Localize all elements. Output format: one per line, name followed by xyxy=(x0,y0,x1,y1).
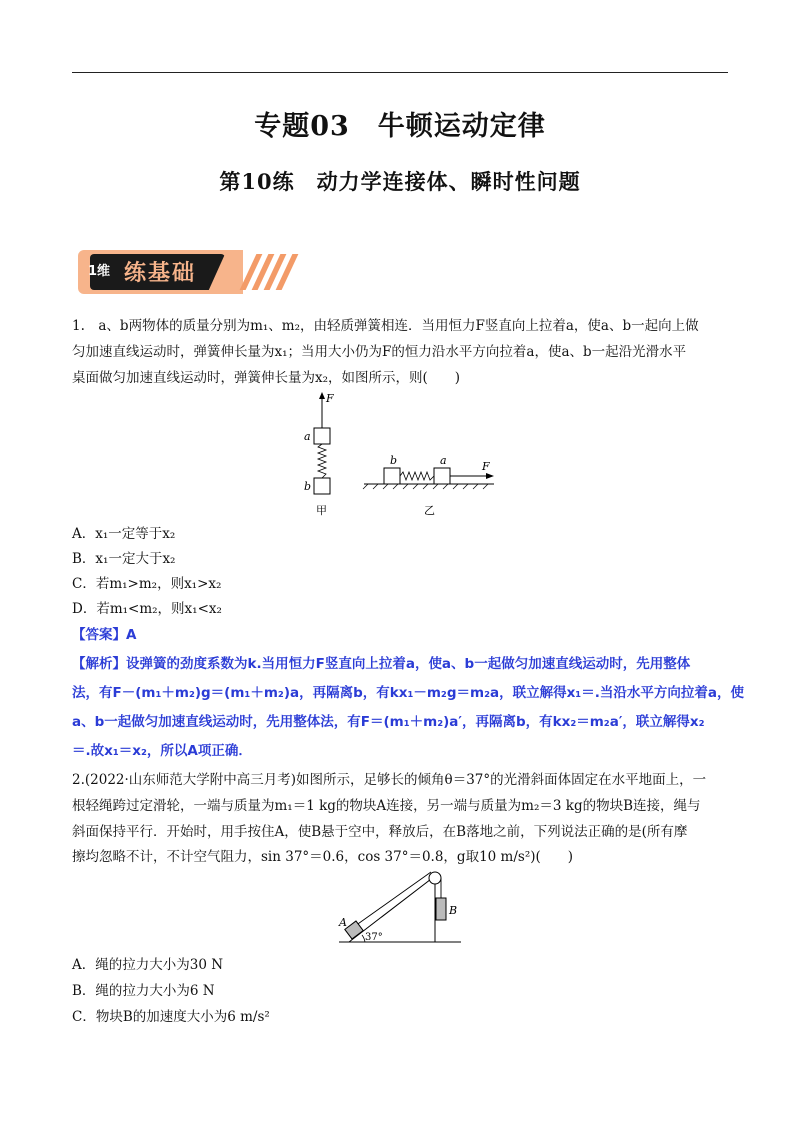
q1-label-a2: a xyxy=(440,454,447,467)
q1-analysis-line-2: 法，有F－(m₁＋m₂)g＝(m₁＋m₂)a，再隔离b，有kx₁－m₂g＝m₂a，联立解得x₁＝.当沿水平方向拉着a，使 xyxy=(72,685,744,701)
q1-option-a: A．x₁一定等于x₂ xyxy=(72,526,176,542)
q2-option-c: C．物块B的加速度大小为6 m/s² xyxy=(72,1009,270,1025)
header-rule xyxy=(72,72,728,73)
q1-option-d: D．若m₁<m₂，则x₁<x₂ xyxy=(72,601,222,617)
q2-label-B: B xyxy=(449,904,458,917)
q1-label-a: a xyxy=(304,430,311,443)
q1-analysis-line-1: 【解析】设弹簧的劲度系数为k.当用恒力F竖直向上拉着a，使a、b一起做匀加速直线运动时，先用整体 xyxy=(72,656,691,672)
q2-stem-line-2: 根轻绳跨过定滑轮，一端与质量为m₁＝1 kg的物块A连接，另一端与质量为m₂＝3 kg的物块B连接，绳与 xyxy=(72,798,701,814)
q1-label-F-up: F xyxy=(326,392,334,405)
q1-answer: 【答案】A xyxy=(72,627,137,643)
q2-figure xyxy=(335,862,465,948)
q2-label-angle: 37° xyxy=(365,932,383,943)
section-banner xyxy=(78,250,288,294)
q1-label-F-right: F xyxy=(482,460,490,473)
page-title: 专题03 牛顿运动定律 xyxy=(254,111,546,142)
q1-label-jia: 甲 xyxy=(316,504,327,517)
q2-label-A: A xyxy=(339,916,347,929)
q2-stem-line-3: 斜面保持平行．开始时，用手按住A，使B悬于空中，释放后，在B落地之前，下列说法正确的是(所有摩 xyxy=(72,824,688,840)
q1-stem-line-3: 桌面做匀加速直线运动时，弹簧伸长量为x₂，如图所示，则( ) xyxy=(72,370,461,386)
q1-stem-line-2: 匀加速直线运动时，弹簧伸长量为x₁；当用大小仍为F的恒力沿水平方向拉着a，使a、b一起沿光滑水平 xyxy=(72,344,687,360)
q1-analysis-line-3: a、b一起做匀加速直线运动时，先用整体法，有F＝(m₁＋m₂)a′，再隔离b，有kx₂＝m₂a′，联立解得x₂ xyxy=(72,714,705,730)
q1-label-b2: b xyxy=(390,454,398,467)
q2-stem-line-4: 擦均忽略不计，不计空气阻力，sin 37°＝0.6，cos 37°＝0.8，g取10 m/s²)( ) xyxy=(72,849,574,865)
q1-figure xyxy=(290,390,520,520)
q1-option-c: C．若m₁>m₂，则x₁>x₂ xyxy=(72,576,222,592)
q1-option-b: B．x₁一定大于x₂ xyxy=(72,551,176,567)
banner-label: 练基础 xyxy=(124,261,197,286)
q1-label-yi: 乙 xyxy=(424,504,435,517)
page-subtitle: 第10练 动力学连接体、瞬时性问题 xyxy=(219,169,581,194)
q1-stem-line-1: 1. a、b两物体的质量分别为m₁、m₂，由轻质弹簧相连．当用恒力F竖直向上拉着a，使a、b一起向上做 xyxy=(72,318,699,334)
q1-analysis-line-4: ＝.故x₁＝x₂，所以A项正确． xyxy=(72,743,252,759)
banner-number: 1维 xyxy=(88,264,111,279)
q2-option-b: B．绳的拉力大小为6 N xyxy=(72,983,215,999)
q2-option-a: A．绳的拉力大小为30 N xyxy=(72,957,224,973)
q1-label-b: b xyxy=(304,480,312,493)
q2-stem-line-1: 2.(2022·山东师范大学附中高三月考)如图所示，足够长的倾角θ＝37°的光滑斜面体固定在水平地面上，一 xyxy=(72,772,707,788)
